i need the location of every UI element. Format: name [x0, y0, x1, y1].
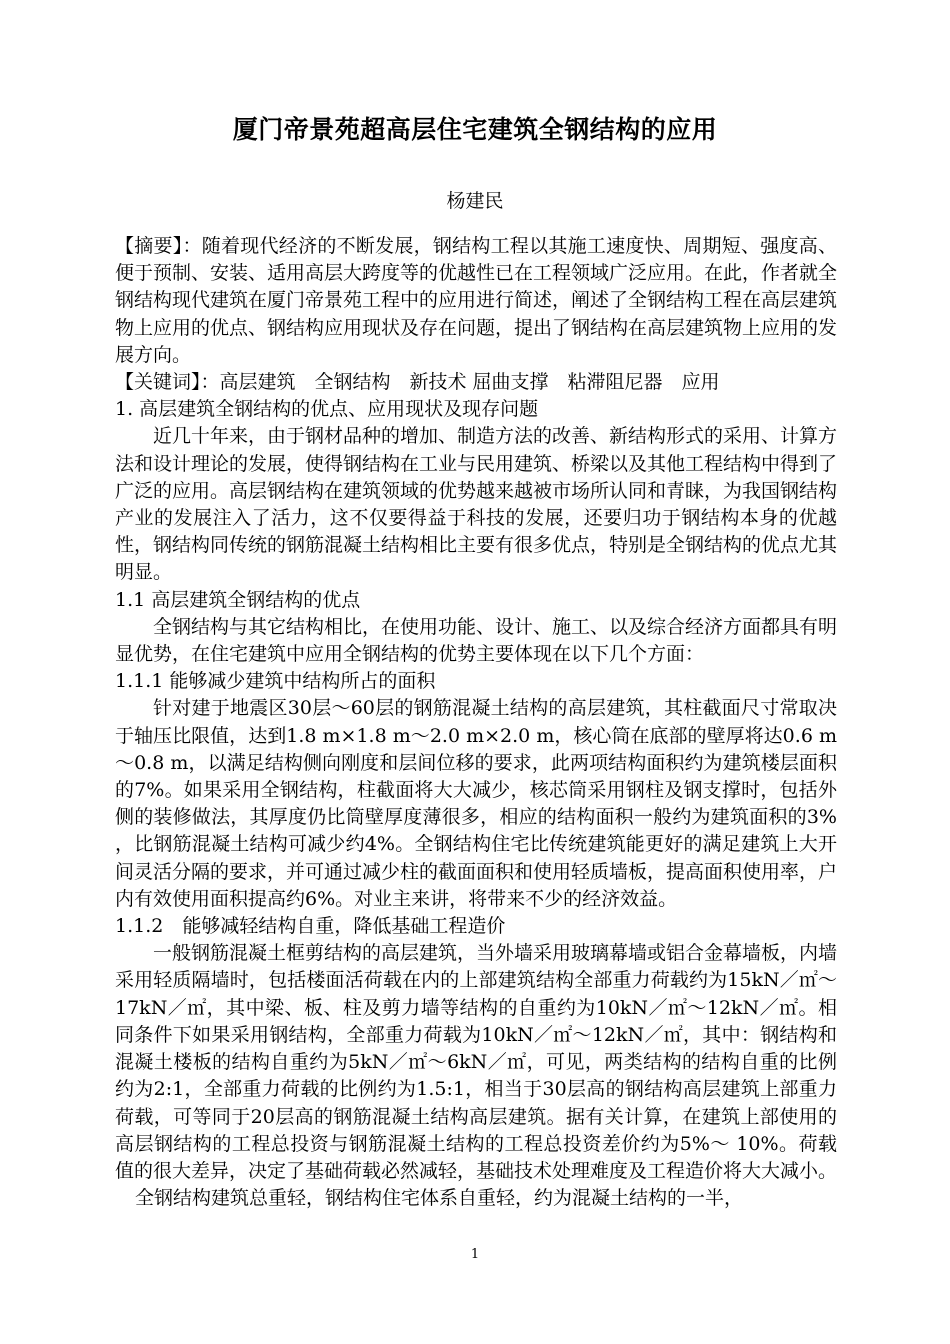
section-1-1-2-heading: 1.1.2 能够减轻结构自重，降低基础工程造价 — [115, 915, 506, 938]
closing-paragraph: 全钢结构建筑总重轻，钢结构住宅体系自重轻，约为混凝土结构的一半， — [135, 1187, 744, 1210]
section-1-1-paragraph: 全钢结构与其它结构相比，在使用功能、设计、施工、以及综合经济方面都具有明显优势，在住宅建筑中应用全钢结构的优势主要体现在以下几个方面： — [115, 615, 838, 666]
section-1-1-1-paragraph: 针对建于地震区30层～60层的钢筋混凝土结构的高层建筑，其柱截面尺寸常取决于轴压比限值，达到1.8 m×1.8 m～2.0 m×2.0 m，核心筒在底部的壁厚将达0.6 m～0.8 m，以满足结构侧向刚度和层间位移的要求，此两项结构面积约为建筑楼层面积的7%。如果采用全钢结构，柱截面将大大减少，核芯筒采用钢柱及钢支撑时，包括外侧的装修做法，其厚度仍比筒壁厚度薄很多，相应的结构面积一般约为建筑面积的3% ，比钢筋混凝土结构可减少约4%。全钢结构住宅比传统建筑能更好的满足建筑上大开间灵活分隔的要求，并可通过减少柱的截面面积和使用轻质墙板，提高面积使用率，户内有效使用面积提高约6%。对业主来讲，将带来不少的经济效益。 — [115, 697, 838, 910]
section-1-heading: 1. 高层建筑全钢结构的优点、应用现状及现存问题 — [115, 398, 539, 421]
abstract-paragraph: 【摘要】：随着现代经济的不断发展，钢结构工程以其施工速度快、周期短、强度高、便于预制、安装、适用高层大跨度等的优越性已在工程领域广泛应用。在此，作者就全钢结构现代建筑在厦门帝景苑工程中的应用进行简述，阐述了全钢结构工程在高层建筑物上应用的优点、钢结构应用现状及存在问题，提出了钢结构在高层建筑物上应用的发展方向。 — [115, 235, 838, 366]
keywords-line: 【关键词】：高层建筑 全钢结构 新技术 屈曲支撑 粘滞阻尼器 应用 — [115, 371, 720, 394]
document-body — [115, 233, 837, 1212]
section-1-1-2-paragraph: 一般钢筋混凝土框剪结构的高层建筑，当外墙采用玻璃幕墙或铝合金幕墙板，内墙采用轻质隔墙时，包括楼面活荷载在内的上部建筑结构全部重力荷载约为15kN／㎡～17kN／㎡，其中梁、板、柱及剪力墙等结构的自重约为10kN／㎡～12kN／㎡。相同条件下如果采用钢结构，全部重力荷载为10kN／㎡～12kN／㎡，其中：钢结构和混凝土楼板的结构自重约为5kN／㎡～6kN／㎡，可见，两类结构的结构自重的比例约为2:1，全部重力荷载的比例约为1.5:1，相当于30层高的钢结构高层建筑上部重力荷载，可等同于20层高的钢筋混凝土结构高层建筑。据有关计算，在建筑上部使用的高层钢结构的工程总投资与钢筋混凝土结构的工程总投资差价约为5%～ 10%。荷载值的很大差异，决定了基础荷载必然减轻，基础技术处理难度及工程造价将大大减小。 — [115, 942, 838, 1182]
author-name: 杨建民 — [446, 190, 504, 212]
section-1-paragraph: 近几十年来，由于钢材品种的增加、制造方法的改善、新结构形式的采用、计算方法和设计理论的发展，使得钢结构在工业与民用建筑、桥梁以及其他工程结构中得到了广泛的应用。高层钢结构在建筑领域的优势越来越被市场所认同和青睐，为我国钢结构产业的发展注入了活力，这不仅要得益于科技的发展，还要归功于钢结构本身的优越性，钢结构同传统的钢筋混凝土结构相比主要有很多优点，特别是全钢结构的优点尤其明显。 — [115, 425, 838, 584]
document-title: 厦门帝景苑超高层住宅建筑全钢结构的应用 — [232, 115, 718, 144]
page-number: 1 — [470, 1247, 480, 1262]
section-1-1-1-heading: 1.1.1 能够减少建筑中结构所占的面积 — [115, 670, 436, 693]
section-1-1-heading: 1.1 高层建筑全钢结构的优点 — [115, 588, 361, 611]
